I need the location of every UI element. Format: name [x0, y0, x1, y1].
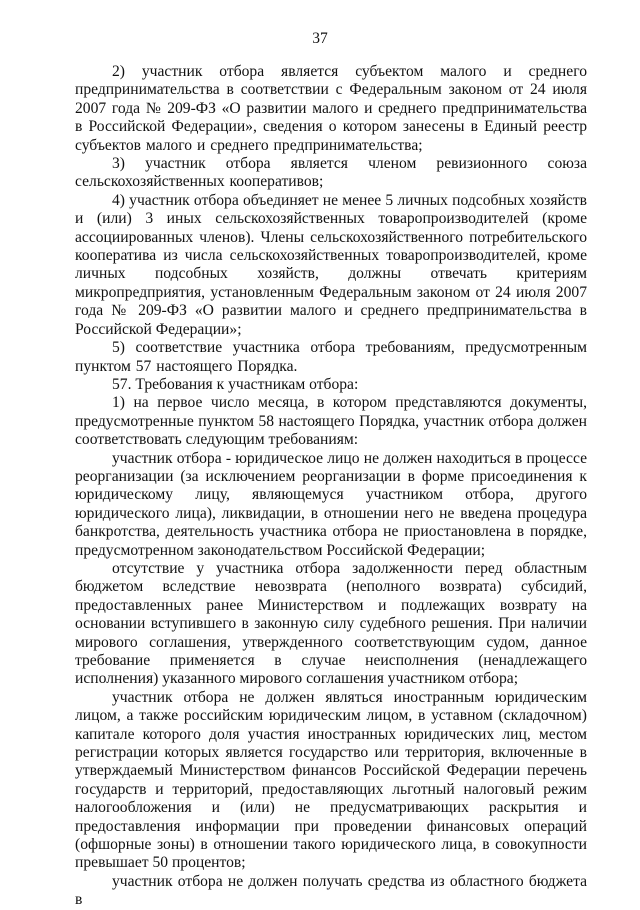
- paragraph-item-3: 3) участник отбора является членом ревизионного союза сельскохозяйственных кооперативов;: [75, 155, 587, 191]
- paragraph-section-57-heading: 57. Требования к участникам отбора:: [112, 375, 359, 393]
- document-body: [75, 63, 587, 910]
- paragraph-item-4: 4) участник отбора объединяет не менее 5 личных подсобных хозяйств и (или) 3 иных сельскохозяйственных товаропроизводителей (кроме ассоциированных членов). Члены сельскохозяйственного потребительского кооператива из числа сельскохозяйственных товаропроизводителей, кроме личных подсобных хозяйств, должны отвечать критериям микропредприятия, установленным Федеральным законом от 24 июля 2007 года № 209-ФЗ «О развитии малого и среднего предпринимательства в Российской Федерации»;: [75, 191, 587, 338]
- paragraph-reorganization: участник отбора - юридическое лицо не должен находиться в процессе реорганизации (за исключением реорганизации в форме присоединения к юридическому лицу, являющемуся участником отбора, другого юридического лица), ликвидации, в отношении него не введена процедура банкротства, деятельность участника отбора не приостановлена в порядке, предусмотренном законодательством Российской Федерации;: [75, 449, 587, 559]
- paragraph-item-5: 5) соответствие участника отбора требованиям, предусмотренным пунктом 57 настоящего Порядка.: [75, 339, 587, 375]
- paragraph-requirement-1: 1) на первое число месяца, в котором представляются документы, предусмотренные пунктом 58 настоящего Порядка, участник отбора должен соответствовать следующим требованиям:: [75, 394, 587, 449]
- paragraph-regional-budget: участник отбора не должен получать средства из областного бюджета в: [75, 872, 587, 909]
- paragraph-budget-debt: отсутствие у участника отбора задолженности перед областным бюджетом вследствие невозврата (неполного возврата) субсидий, предоставленных ранее Министерством и подлежащих возврату на основании вступившего в законную силу судебного решения. При наличии мирового соглашения, утвержденного соответствующим судом, данное требование применяется в случае неисполнения (ненадлежащего исполнения) указанного мирового соглашения участником отбора;: [75, 559, 587, 688]
- paragraph-item-2: 2) участник отбора является субъектом малого и среднего предпринимательства в соответствии с Федеральным законом от 24 июля 2007 года № 209-ФЗ «О развитии малого и среднего предпринимательства в Российской Федерации», сведения о котором занесены в Единый реестр субъектов малого и среднего предпринимательства;: [75, 63, 587, 154]
- page-number: 37: [312, 30, 328, 47]
- paragraph-foreign-entity: участник отбора не должен являться иностранным юридическим лицом, а также российским юридическим лицом, в уставном (складочном) капитале которого доля участия иностранных юридических лиц, местом регистрации которых является государство или территория, включенные в утверждаемый Министерством финансов Российской Федерации перечень государств и территорий, предоставляющих льготный налоговый режим налогообложения и (или) не предусматривающих раскрытия и предоставления информации при проведении финансовых операций (офшорные зоны) в отношении такого юридического лица, в совокупности превышает 50 процентов;: [75, 688, 587, 872]
